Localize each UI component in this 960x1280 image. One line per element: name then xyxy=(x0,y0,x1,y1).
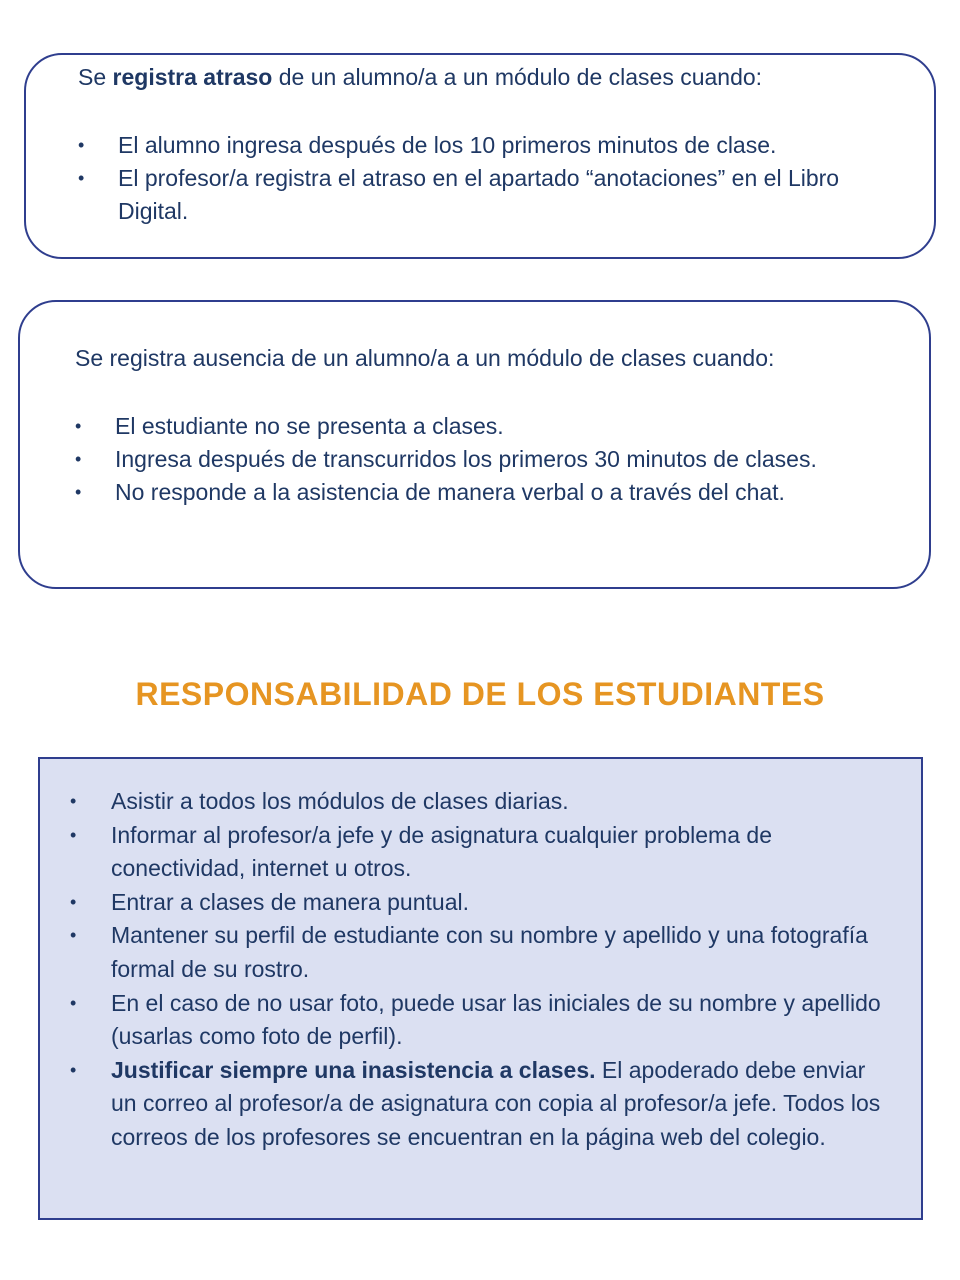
bullet-icon: • xyxy=(78,135,85,155)
absence-intro: Se registra ausencia de un alumno/a a un módulo de clases cuando: xyxy=(75,345,775,371)
list-item xyxy=(70,819,897,886)
bullet-icon: • xyxy=(75,416,82,436)
list-item xyxy=(75,476,889,509)
list-item-text: No responde a la asistencia de manera verbal o a través del chat. xyxy=(115,479,785,505)
bullet-icon: • xyxy=(70,824,77,845)
tardiness-box xyxy=(24,53,936,259)
list-item-text: En el caso de no usar foto, puede usar las iniciales de su nombre y apellido (usarlas como foto de perfil). xyxy=(111,989,881,1050)
list-item-text: El alumno ingresa después de los 10 primeros minutos de clase. xyxy=(118,132,777,158)
list-item xyxy=(70,1054,897,1155)
list-item xyxy=(70,785,897,819)
spacer xyxy=(75,375,889,410)
absence-box xyxy=(18,300,931,589)
list-item xyxy=(70,886,897,920)
bullet-icon: • xyxy=(70,925,77,946)
list-item-text: El estudiante no se presenta a clases. xyxy=(115,413,504,439)
list-item-text: Entrar a clases de manera puntual. xyxy=(111,888,469,915)
list-item-text: Mantener su perfil de estudiante con su nombre y apellido y una fotografía formal de su rostro. xyxy=(111,922,868,982)
tardiness-intro-bold: registra atraso xyxy=(112,64,273,90)
responsibilities-box xyxy=(38,757,923,1220)
list-item-text: El profesor/a registra el atraso en el apartado “anotaciones” en el Libro Digital. xyxy=(118,165,840,224)
absence-list xyxy=(75,410,889,509)
bullet-icon: • xyxy=(75,482,82,502)
list-item-bold-text: Justificar siempre una inasistencia a clases. xyxy=(111,1056,596,1083)
tardiness-list xyxy=(78,129,894,228)
spacer xyxy=(78,94,894,129)
responsibilities-title: RESPONSABILIDAD DE LOS ESTUDIANTES xyxy=(135,676,825,712)
tardiness-intro-prefix: Se xyxy=(78,64,113,90)
list-item-text: Asistir a todos los módulos de clases diarias. xyxy=(111,788,569,814)
bullet-icon: • xyxy=(70,791,77,811)
list-item xyxy=(78,129,894,162)
bullet-icon: • xyxy=(78,168,85,188)
list-item-text: Ingresa después de transcurridos los primeros 30 minutos de clases. xyxy=(115,446,817,472)
responsibilities-list xyxy=(70,785,897,1155)
list-item xyxy=(78,162,894,228)
list-item-text: El apoderado debe enviar un correo al profesor/a de asignatura con copia al profesor/a jefe. Todos los correos de los profesores se encuentran en la página web del colegio. xyxy=(111,1056,881,1150)
tardiness-intro xyxy=(78,61,894,94)
list-item xyxy=(70,919,897,986)
list-item-text: Informar al profesor/a jefe y de asignatura cualquier problema de conectividad, internet u otros. xyxy=(111,821,772,882)
list-item xyxy=(75,443,889,476)
bullet-icon: • xyxy=(70,891,77,912)
bullet-icon: • xyxy=(70,992,77,1013)
bullet-icon: • xyxy=(70,1059,77,1080)
list-item xyxy=(70,987,897,1054)
list-item xyxy=(75,410,889,443)
tardiness-intro-suffix: de un alumno/a a un módulo de clases cuando: xyxy=(272,64,763,90)
bullet-icon: • xyxy=(75,449,82,469)
